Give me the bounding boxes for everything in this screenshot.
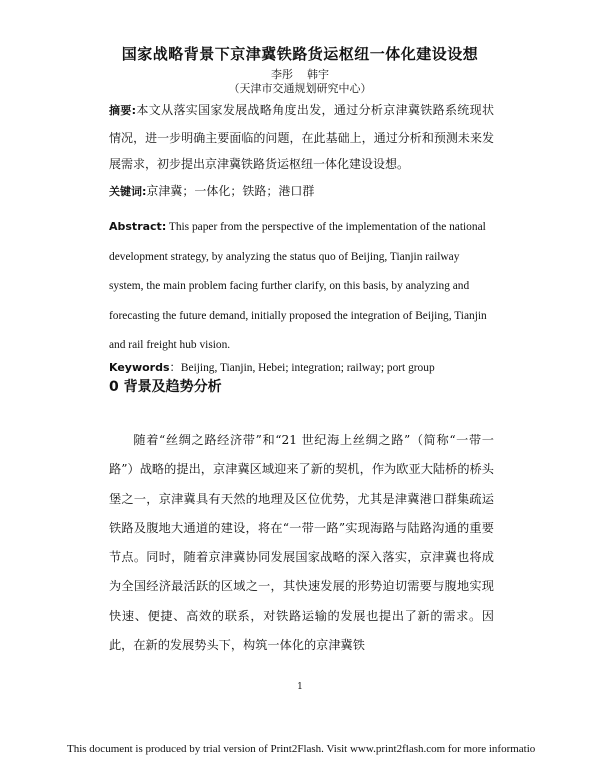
body-paragraph: 随着“丝绸之路经济带”和“21 世纪海上丝绸之路”（简称“一带一路”）战略的提出，京津冀区域迎来了新的契机，作为欧亚大陆桥的桥头堡之一，京津冀具有天然的地理及区位优势，尤其是津冀港口群集疏运铁路及腹地大通道的建设，将在“一带一路”实现海路与陆路沟通的重要节点。同时，随着京津冀协同发展国家战略的深入落实，京津冀也将成为全国经济最活跃的区域之一，其快速发展的形势迫切需要与腹地实现快速、便捷、高效的联系，对铁路运输的发展也提出了新的需求。因此，在新的发展势头下，构筑一体化的京津冀铁 <box>109 433 494 653</box>
affiliation: （天津市交通规划研究中心） <box>228 82 372 95</box>
abstract-cn-text: 本文从落实国家发展战略角度出发，通过分析京津冀铁路系统现状情况，进一步明确主要面临的问题，在此基础上，通过分析和预测未来发展需求，初步提出京津冀铁路货运枢纽一体化建设设想。 <box>109 103 494 171</box>
keywords-en-label: Keywords <box>109 361 170 374</box>
page-number: 1 <box>297 682 303 692</box>
keywords-cn-text: 京津冀；一体化；铁路；港口群 <box>146 184 315 198</box>
abstract-en-text: This paper from the perspective of the implementation of the national development strategy, by analyzing the status quo of Beijing, Tianjin railway system, the main problem facing further clarify, on this basis, by analyzing and forecasting the future demand, initially proposed the integration of Beijing, Tianjin and rail freight hub vision. <box>109 221 487 352</box>
keywords-cn <box>109 178 494 205</box>
abstract-cn <box>109 97 494 178</box>
abstract-en <box>109 212 494 361</box>
author-name: 李彤 <box>271 68 293 81</box>
keywords-cn-label: 关键词: <box>109 185 147 198</box>
paper-title: 国家战略背景下京津冀铁路货运枢纽一体化建设设想 <box>121 45 479 63</box>
keywords-en-text: ：Beijing, Tianjin, Hebei; integration; railway; port group <box>169 362 435 374</box>
abstract-en-label: Abstract: <box>109 220 167 233</box>
trial-notice: This document is produced by trial version of Print2Flash. Visit www.print2flash.com for more informatio <box>67 743 536 755</box>
abstract-cn-label: 摘要: <box>109 104 137 117</box>
author-name: 韩宇 <box>307 68 329 81</box>
section-heading: 0 背景及趋势分析 <box>109 379 222 395</box>
